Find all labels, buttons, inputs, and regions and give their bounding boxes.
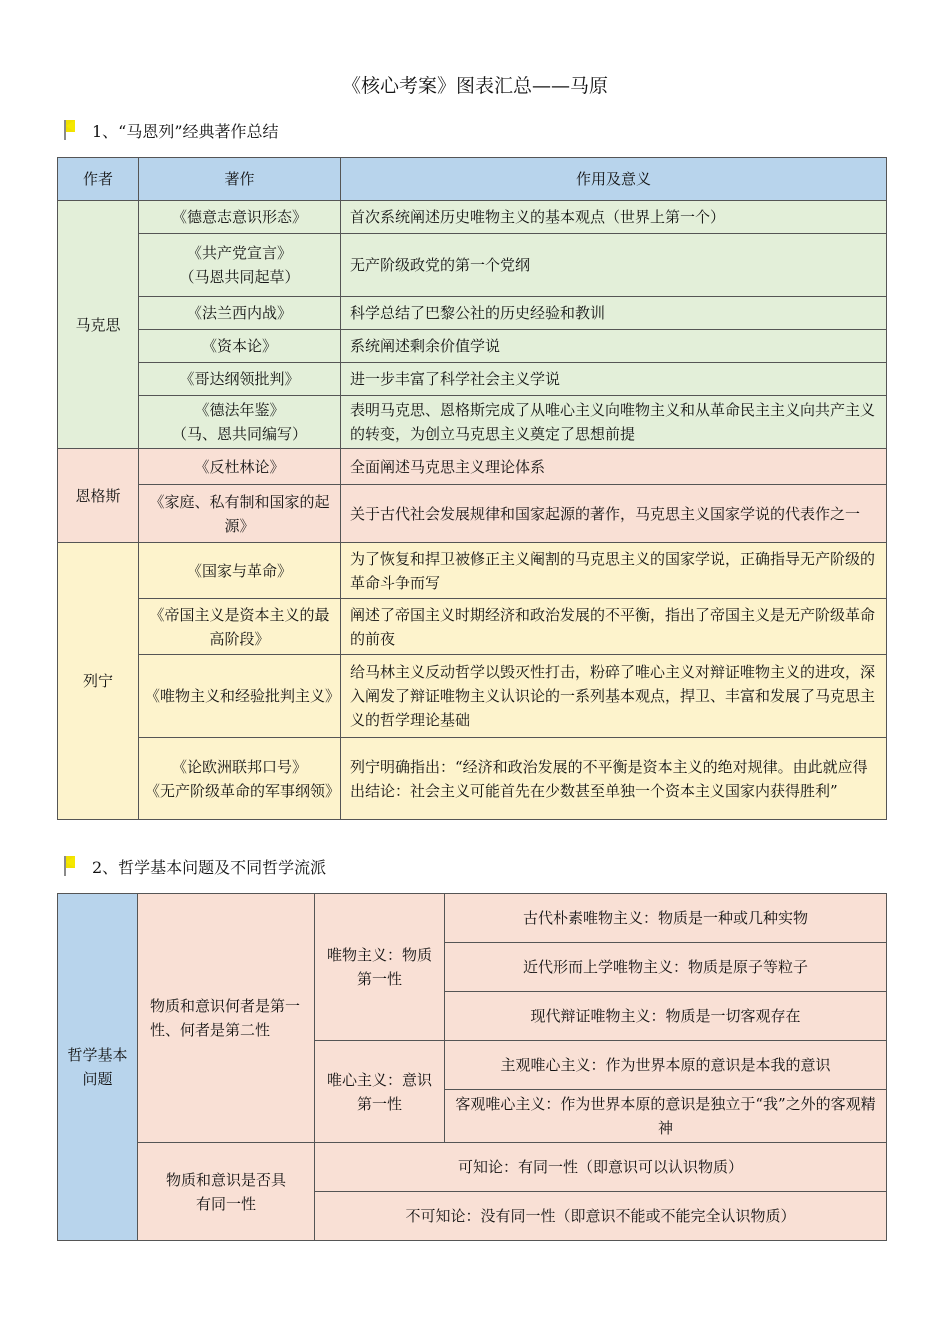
table-header-row [58, 158, 887, 201]
significance-cell: 进一步丰富了科学社会主义学说 [341, 363, 887, 396]
school-cell: 古代朴素唯物主义：物质是一种或几种实物 [445, 894, 887, 943]
table-row [58, 738, 887, 820]
table-row [58, 201, 887, 234]
work-cell: 《论欧洲联邦口号》 《无产阶级革命的军事纲领》 [139, 738, 341, 820]
significance-cell: 全面阐述马克思主义理论体系 [341, 449, 887, 485]
significance-cell: 关于古代社会发展规律和国家起源的著作，马克思主义国家学说的代表作之一 [341, 485, 887, 543]
table-row [58, 543, 887, 599]
work-cell: 《共产党宣言》 （马恩共同起草） [139, 234, 341, 297]
idealism-cell: 唯心主义：意识第一性 [315, 1041, 445, 1143]
work-cell: 《哥达纲领批判》 [139, 363, 341, 396]
table-row [58, 894, 887, 943]
question-2-cell: 物质和意识是否具有同一性 [138, 1143, 315, 1241]
work-cell: 《法兰西内战》 [139, 297, 341, 330]
school-cell: 近代形而上学唯物主义：物质是原子等粒子 [445, 943, 887, 992]
significance-cell: 科学总结了巴黎公社的历史经验和教训 [341, 297, 887, 330]
table-row [58, 363, 887, 396]
materialism-cell: 唯物主义：物质第一性 [315, 894, 445, 1041]
work-cell: 《资本论》 [139, 330, 341, 363]
header-works: 著作 [139, 158, 341, 201]
school-cell: 可知论：有同一性（即意识可以认识物质） [315, 1143, 887, 1192]
significance-cell: 列宁明确指出：“经济和政治发展的不平衡是资本主义的绝对规律。由此就应得出结论：社会主义可能首先在少数甚至单独一个资本主义国家内获得胜利” [341, 738, 887, 820]
significance-cell: 给马林主义反动哲学以毁灭性打击，粉碎了唯心主义对辩证唯物主义的进攻，深入阐发了辩证唯物主义认识论的一系列基本观点，捍卫、丰富和发展了马克思主义的哲学理论基础 [341, 655, 887, 738]
significance-cell: 表明马克思、恩格斯完成了从唯心主义向唯物主义和从革命民主主义向共产主义的转变，为创立马克思主义奠定了思想前提 [341, 396, 887, 449]
work-cell: 《帝国主义是资本主义的最高阶段》 [139, 599, 341, 655]
flag-icon [62, 120, 82, 140]
table-row [58, 449, 887, 485]
school-cell: 主观唯心主义：作为世界本原的意识是本我的意识 [445, 1041, 887, 1090]
table-row [58, 599, 887, 655]
table-row [58, 1143, 887, 1192]
author-cell-engels: 恩格斯 [58, 449, 139, 543]
table-row [58, 655, 887, 738]
author-cell-marx: 马克思 [58, 201, 139, 449]
question-1-cell: 物质和意识何者是第一性、何者是第二性 [138, 894, 315, 1143]
table-row [58, 330, 887, 363]
school-cell: 客观唯心主义：作为世界本原的意识是独立于“我”之外的客观精神 [445, 1090, 887, 1143]
significance-cell: 为了恢复和捍卫被修正主义阉割的马克思主义的国家学说，正确指导无产阶级的革命斗争而写 [341, 543, 887, 599]
section-1-heading [62, 120, 279, 143]
philosophy-question-table [57, 893, 887, 1241]
section-2-heading [62, 856, 326, 879]
significance-cell: 无产阶级政党的第一个党纲 [341, 234, 887, 297]
table-row [58, 396, 887, 449]
work-cell: 《家庭、私有制和国家的起源》 [139, 485, 341, 543]
significance-cell: 阐述了帝国主义时期经济和政治发展的不平衡，指出了帝国主义是无产阶级革命的前夜 [341, 599, 887, 655]
table-row [58, 297, 887, 330]
work-cell: 《德法年鉴》 （马、恩共同编写） [139, 396, 341, 449]
classic-works-table [57, 157, 887, 820]
school-cell: 不可知论：没有同一性（即意识不能或不能完全认识物质） [315, 1192, 887, 1241]
significance-cell: 系统阐述剩余价值学说 [341, 330, 887, 363]
header-significance: 作用及意义 [341, 158, 887, 201]
document-title: 《核心考案》图表汇总——马原 [341, 75, 608, 97]
root-cell: 哲学基本问题 [58, 894, 138, 1241]
section-1-heading-text: 1、“马恩列”经典著作总结 [92, 122, 279, 141]
section-2-heading-text: 2、哲学基本问题及不同哲学流派 [92, 858, 327, 877]
author-cell-lenin: 列宁 [58, 543, 139, 820]
school-cell: 现代辩证唯物主义：物质是一切客观存在 [445, 992, 887, 1041]
work-cell: 《国家与革命》 [139, 543, 341, 599]
work-cell: 《唯物主义和经验批判主义》 [139, 655, 341, 738]
header-author: 作者 [58, 158, 139, 201]
table-row [58, 234, 887, 297]
table-row [58, 485, 887, 543]
work-cell: 《德意志意识形态》 [139, 201, 341, 234]
flag-icon [62, 856, 82, 876]
significance-cell: 首次系统阐述历史唯物主义的基本观点（世界上第一个） [341, 201, 887, 234]
work-cell: 《反杜林论》 [139, 449, 341, 485]
